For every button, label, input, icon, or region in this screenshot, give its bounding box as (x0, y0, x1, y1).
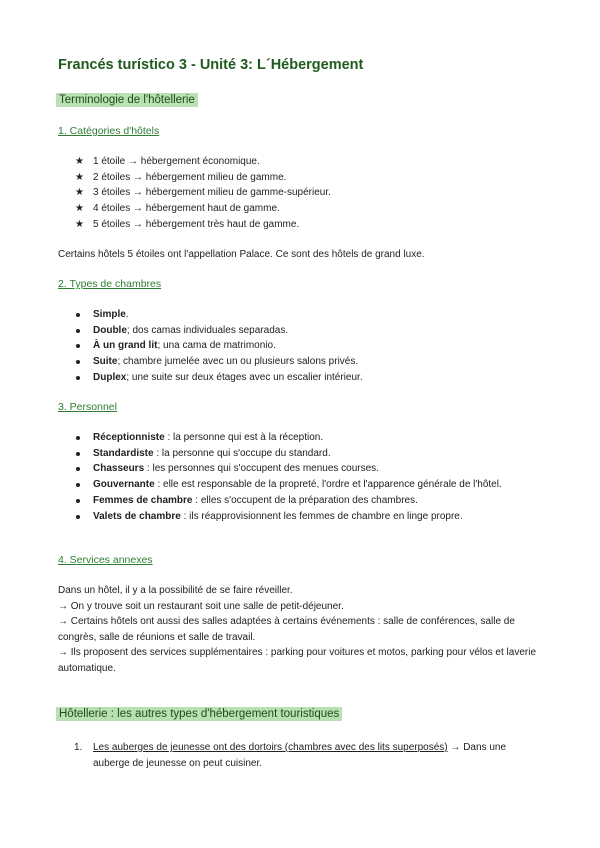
list-item: Gouvernante : elle est responsable de la propreté, l'ordre et l'apparence générale de l'hôtel. (58, 477, 518, 493)
bullet-dot-icon (76, 344, 80, 348)
bullet-dot-icon (76, 329, 80, 333)
subheading-rooms: 2. Types de chambres (58, 278, 162, 290)
accommodation-list (58, 740, 528, 771)
palace-note: Certains hôtels 5 étoiles ont l'appellation Palace. Ce sont des hôtels de grand luxe. (58, 249, 425, 260)
bullet-dot-icon (76, 483, 80, 487)
list-item: ★ 2 étoiles → hébergement milieu de gamme. (58, 170, 331, 186)
list-item: 1. Les auberges de jeunesse ont des dortoirs (chambres avec des lits superposés) → Dans une auberge de jeunesse on peut cuisiner. (74, 742, 507, 769)
list-item: Femmes de chambre : elles s'occupent de la préparation des chambres. (58, 493, 518, 509)
bullet-dot-icon (76, 515, 80, 519)
subheading-staff: 3. Personnel (58, 401, 117, 413)
list-item: Duplex; une suite sur deux étages avec un escalier intérieur. (58, 370, 363, 386)
services-line: → On y trouve soit un restaurant soit une salle de petit-déjeuner. (58, 601, 344, 612)
list-item: À un grand lit; una cama de matrimonio. (58, 338, 363, 354)
subheading-services: 4. Services annexes (58, 554, 153, 566)
list-item: ★ 1 étoile → hébergement économique. (58, 154, 331, 170)
bullet-dot-icon (76, 452, 80, 456)
bullet-dot-icon (76, 313, 80, 317)
bullet-dot-icon (76, 360, 80, 364)
list-item: Valets de chambre : ils réapprovisionnent les femmes de chambre en linge propre. (58, 509, 518, 525)
list-item: ★ 5 étoiles → hébergement très haut de gamme. (58, 217, 331, 233)
services-line: → Ils proposent des services supplémentaires : parking pour voitures et motos, parking pour vélos et laverie automatique. (58, 647, 537, 674)
bullet-dot-icon (76, 376, 80, 380)
star-icon: ★ (75, 156, 84, 167)
services-line: → Certains hôtels ont aussi des salles adaptées à certains événements : salle de conférences, salle de congrès, salle de réunions et salle de travail. (58, 616, 515, 643)
list-item: Chasseurs : les personnes qui s'occupent des menues courses. (58, 461, 518, 477)
list-item: Standardiste : la personne qui s'occupe du standard. (58, 446, 518, 462)
staff-list (58, 430, 518, 524)
list-item: ★ 4 étoiles → hébergement haut de gamme. (58, 201, 331, 217)
list-item: Double; dos camas individuales separadas. (58, 323, 363, 339)
list-item: ★ 3 étoiles → hébergement milieu de gamme-supérieur. (58, 185, 331, 201)
section-heading-terminology: Terminologie de l'hôtellerie (56, 93, 198, 107)
page-title: Francés turístico 3 - Unité 3: L´Hébergement (58, 57, 364, 73)
star-icon: ★ (75, 187, 84, 199)
bullet-dot-icon (76, 499, 80, 503)
categories-list (58, 154, 331, 233)
section-heading-other-accommodation: Hôtellerie : les autres types d'hébergement touristiques (56, 707, 342, 721)
list-item: Simple. (58, 307, 363, 323)
rooms-list (58, 307, 363, 386)
bullet-dot-icon (76, 436, 80, 440)
list-item: Suite; chambre jumelée avec un ou plusieurs salons privés. (58, 354, 363, 370)
star-icon: ★ (75, 203, 84, 215)
services-line: Dans un hôtel, il y a la possibilité de se faire réveiller. (58, 585, 293, 596)
bullet-dot-icon (76, 467, 80, 471)
subheading-categories: 1. Catégories d'hôtels (58, 125, 160, 137)
star-icon: ★ (75, 171, 84, 183)
list-item: Réceptionniste : la personne qui est à la réception. (58, 430, 518, 446)
star-icon: ★ (75, 218, 84, 230)
